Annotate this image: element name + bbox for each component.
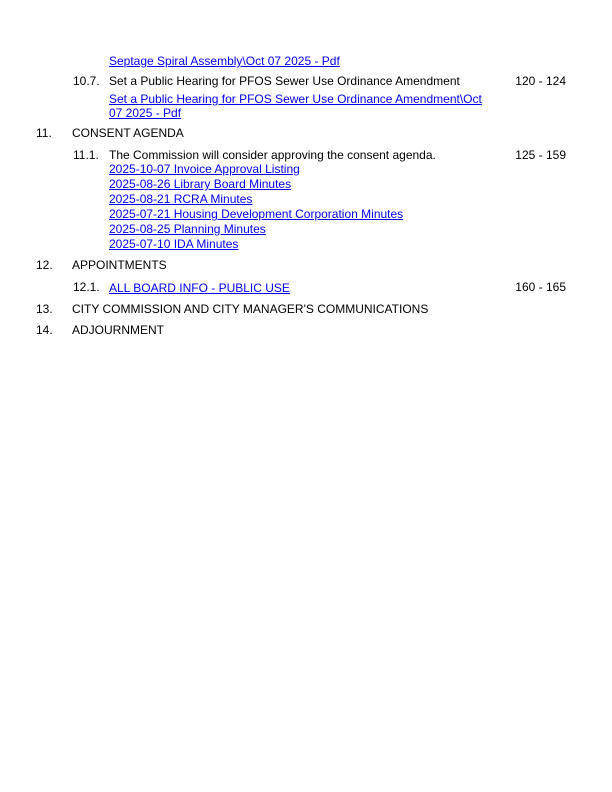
- all-board-info-link[interactable]: ALL BOARD INFO - PUBLIC USE: [109, 281, 290, 295]
- item-title: CONSENT AGENDA: [72, 126, 184, 140]
- item-number: 10.7.: [73, 74, 100, 88]
- consent-agenda-links: [109, 162, 403, 252]
- item-number: 14.: [36, 323, 53, 337]
- housing-development-minutes-link[interactable]: 2025-07-21 Housing Development Corporation Minutes: [109, 207, 404, 221]
- planning-minutes-link[interactable]: 2025-08-25 Planning Minutes: [109, 222, 266, 236]
- item-title: Set a Public Hearing for PFOS Sewer Use Ordinance Amendment: [109, 74, 460, 88]
- item-number: 11.: [36, 126, 52, 140]
- pfos-ordinance-link[interactable]: Set a Public Hearing for PFOS Sewer Use Ordinance Amendment\Oct: [109, 92, 482, 106]
- ida-minutes-link[interactable]: 2025-07-10 IDA Minutes: [109, 237, 239, 251]
- library-board-minutes-link[interactable]: 2025-08-26 Library Board Minutes: [109, 177, 292, 191]
- item-number: 13.: [36, 302, 53, 316]
- item-title: APPOINTMENTS: [72, 258, 167, 272]
- item-number: 11.1.: [73, 148, 99, 162]
- septage-spiral-assembly-link[interactable]: Septage Spiral Assembly\Oct 07 2025 - Pdf: [109, 54, 340, 68]
- item-pages: 120 - 124: [515, 74, 566, 88]
- item-number: 12.: [36, 258, 53, 272]
- item-pages: 125 - 159: [515, 148, 566, 162]
- pfos-ordinance-link-cont[interactable]: 07 2025 - Pdf: [109, 106, 182, 120]
- rcra-minutes-link[interactable]: 2025-08-21 RCRA Minutes: [109, 192, 253, 206]
- item-title: CITY COMMISSION AND CITY MANAGER'S COMMUNICATIONS: [72, 302, 429, 316]
- item-title: The Commission will consider approving the consent agenda.: [109, 148, 436, 162]
- item-number: 12.1.: [73, 280, 100, 294]
- item-pages: 160 - 165: [515, 280, 566, 294]
- item-title: ADJOURNMENT: [72, 323, 164, 337]
- invoice-approval-link[interactable]: 2025-10-07 Invoice Approval Listing: [109, 162, 300, 176]
